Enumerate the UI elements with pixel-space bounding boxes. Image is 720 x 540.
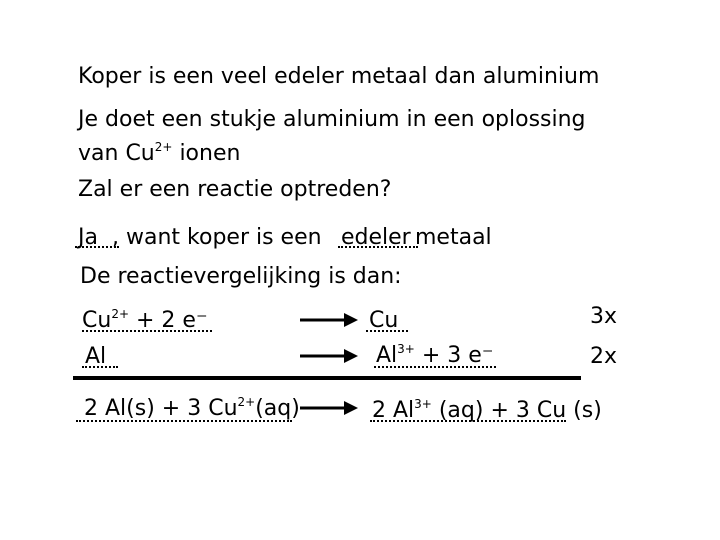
- half2-right: [376, 342, 493, 370]
- intro-line-3-prefix: van Cu: [78, 141, 155, 166]
- half1-multiplier: 3x: [590, 304, 618, 329]
- total-left-phase: (s): [126, 396, 155, 421]
- total-right-rest: (aq) + 3 Cu: [431, 398, 567, 423]
- intro-line-3-suffix: ionen: [172, 141, 241, 166]
- question-line: Zal er een reactie optreden?: [78, 177, 392, 202]
- intro-line-2: Je doet een stukje aluminium in een oplossing: [78, 107, 586, 132]
- half2-right-rest: + 3 e⁻: [414, 343, 494, 368]
- cu-charge: 2+: [154, 140, 173, 154]
- half2-arrow: [300, 346, 360, 366]
- total-left-aq: (aq): [255, 396, 300, 421]
- half1-left: [82, 307, 208, 335]
- half1-right: Cu: [369, 308, 399, 333]
- half1-left-rest: + 2 e⁻: [129, 308, 208, 333]
- intro-line-3: [78, 140, 240, 168]
- half2-right-charge: 3+: [397, 342, 415, 356]
- half1-arrow: [300, 310, 360, 330]
- total-left: [84, 395, 300, 423]
- half2-left: Al: [85, 344, 107, 369]
- half1-left-charge: 2+: [111, 307, 130, 321]
- total-right-al: 2 Al: [372, 398, 415, 423]
- total-right: [372, 397, 602, 425]
- answer-tail-text: metaal: [415, 225, 492, 250]
- total-left-cu: + 3 Cu: [154, 396, 238, 421]
- intro-line-1: Koper is een veel edeler metaal dan aluminium: [78, 64, 600, 89]
- total-right-phase: (s): [566, 398, 602, 423]
- summation-line: [73, 376, 581, 380]
- total-right-charge: 3+: [414, 397, 432, 411]
- half2-multiplier: 2x: [590, 344, 618, 369]
- total-left-charge: 2+: [237, 395, 256, 409]
- total-arrow: [300, 398, 360, 418]
- answer-blank-2: edeler: [341, 225, 411, 250]
- half1-left-ion: Cu: [82, 308, 112, 333]
- equation-intro: De reactievergelijking is dan:: [80, 264, 402, 289]
- half2-right-ion: Al: [376, 343, 398, 368]
- total-left-al: 2 Al: [84, 396, 127, 421]
- answer-blank-1: Ja: [78, 225, 98, 250]
- answer-mid-text: , want koper is een: [112, 225, 322, 250]
